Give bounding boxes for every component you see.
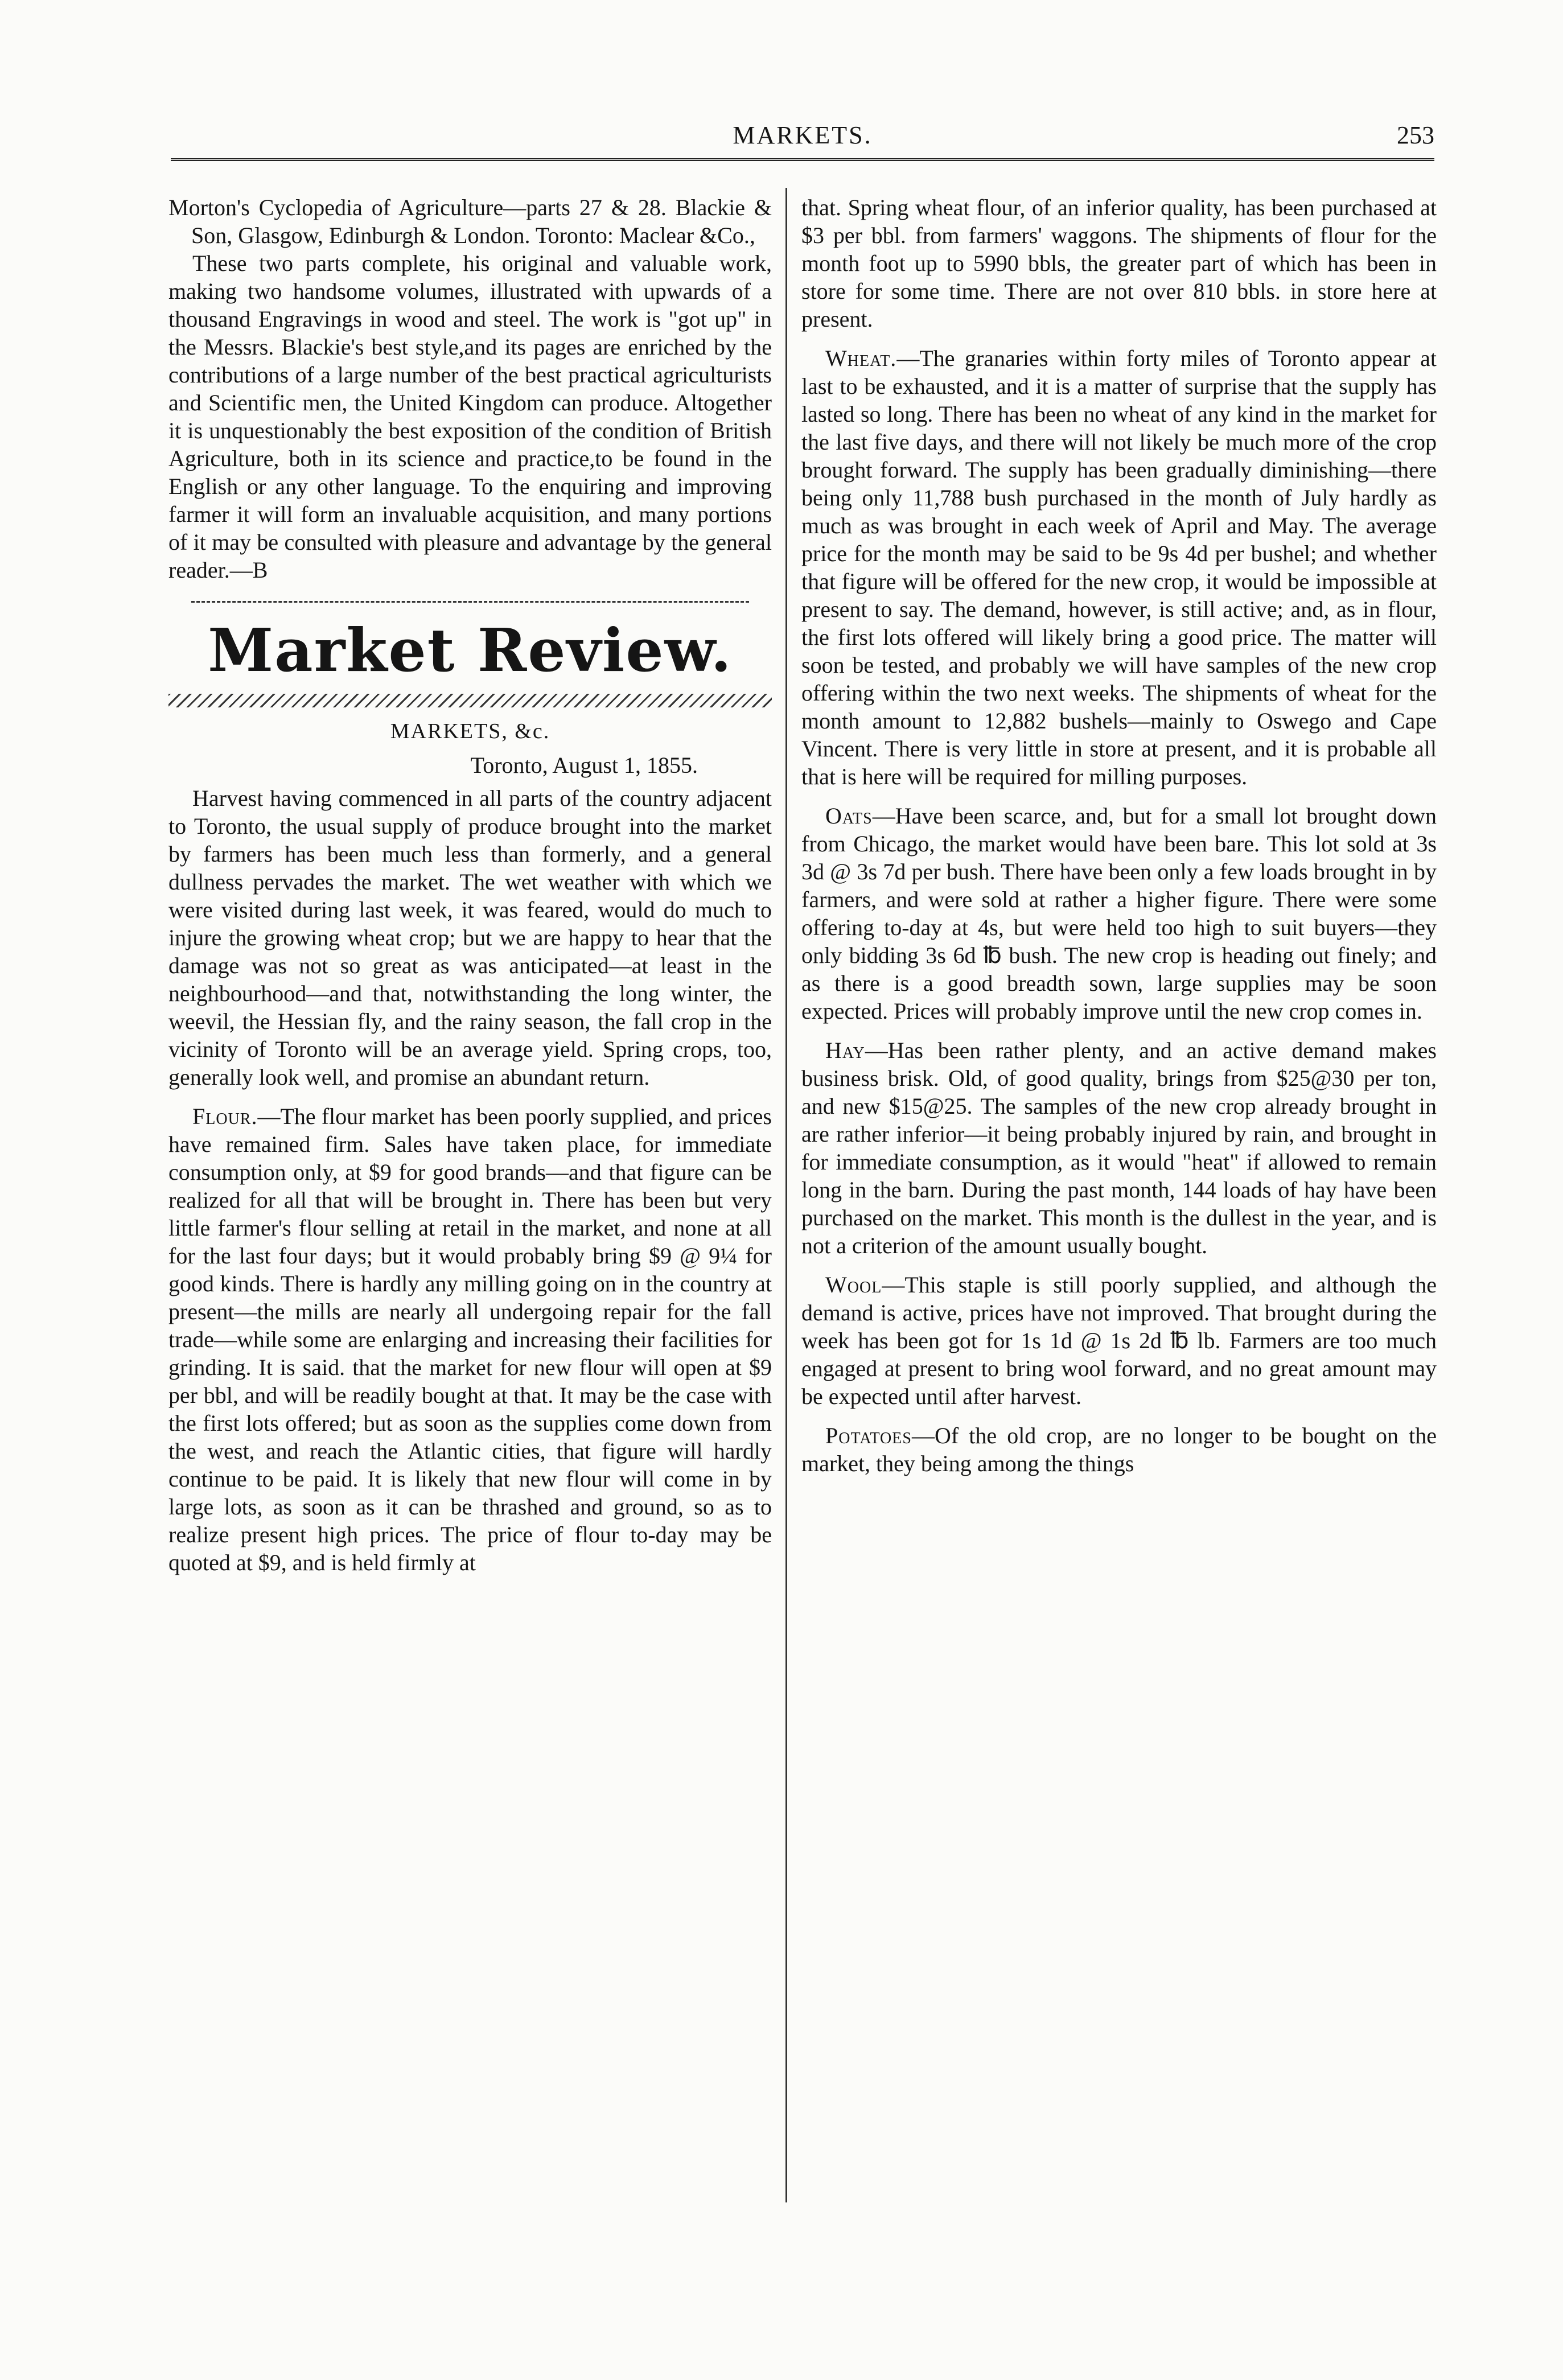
page-number: 253 <box>1397 121 1434 149</box>
running-head <box>171 121 1434 166</box>
oats-paragraph <box>801 802 1437 1025</box>
wool-lead: Wool <box>825 1272 882 1298</box>
flour-text: —The flour market has been poorly supplied, and prices have remained firm. Sales have taken place, for immediate consumption only, at $9 for good brands—and that figure can be realized for all that will be brought in. There has been but very little farmer's flour selling at retail in the market, and none at all for the last four days; but it would probably bring $9 @ 9¼ for good kinds. There is hardly any milling going on in the country at present—the mills are nearly all undergoing repair for the fall trade—while some are enlarging and increasing their facilities for grinding. It is said. that the market for new flour will open at $9 per bbl, and will be readily bought at that. It may be the case with the first lots offered; but as soon as the supplies come down from the west, and reach the Atlantic cities, that figure will hardly continue to be paid. It is likely that new flour will come in by large lots, as soon as it can be thrashed and ground, so as to realize present high prices. The price of flour to-day may be quoted at $9, and is held firmly at <box>168 1103 772 1575</box>
wool-paragraph <box>801 1271 1437 1410</box>
flour-continuation: that. Spring wheat flour, of an inferior quality, has been purchased at $3 per bbl. from farmers' waggons. The shipments of flour for the month foot up to 5990 bbls, the greater part of which has been in store for some time. There are not over 810 bbls. in store here at present. <box>801 195 1437 332</box>
left-column <box>168 193 772 1576</box>
flour-paragraph <box>168 1102 772 1576</box>
wheat-lead: Wheat. <box>825 345 897 371</box>
oats-lead: Oats <box>825 803 873 829</box>
wheat-paragraph <box>801 344 1437 790</box>
column-divider <box>785 188 787 2202</box>
flour-lead: Flour. <box>192 1103 258 1129</box>
hay-text: —Has been rather plenty, and an active demand makes business brisk. Old, of good quality, brings from $25@30 per ton, and new $15@25. The samples of the new crop already brought in are rather inferior—it being probably injured by rain, and brought in for immediate consumption, as it would "heat" if allowed to remain long in the barn. During the past month, 144 loads of hay have been purchased on the market. This month is the dullest in the year, and is not a criterion of the amount usually bought. <box>801 1037 1437 1258</box>
potatoes-paragraph <box>801 1422 1437 1477</box>
markets-subheading: MARKETS, &c. <box>390 719 550 743</box>
hay-lead: Hay <box>825 1037 865 1063</box>
oats-text: —Have been scarce, and, but for a small lot brought down from Chicago, the market would have been bare. This lot sold at 3s 3d @ 3s 7d per bush. There have been only a few loads brought in by farmers, and were sold at rather a higher figure. There were some offering to-day at 4s, but were held too high to suit buyers—they only bidding 3s 6d ℔ bush. The new crop is heading out finely; and as there is a good breadth sown, large supplies may be soon expected. Prices will probably improve until the new crop comes in. <box>801 803 1437 1024</box>
running-title: MARKETS. <box>733 121 873 149</box>
wool-text: —This staple is still poorly supplied, and although the demand is active, prices have not improved. That brought during the week has been got for 1s 1d @ 1s 2d ℔ lb. Farmers are too much engaged at present to bring wool forward, and no great amount may be expected until after harvest. <box>801 1272 1437 1409</box>
dateline: Toronto, August 1, 1855. <box>470 752 698 778</box>
header-rule <box>171 158 1434 163</box>
wavy-rule <box>168 694 772 707</box>
section-title: Market Review. <box>208 615 733 685</box>
ornamental-rule <box>191 601 749 603</box>
book-review-citation: Morton's Cyclopedia of Agriculture—parts 27 & 28. Blackie & Son, Glasgow, Edinburgh & London. Toronto: Maclear &Co., <box>168 195 772 248</box>
right-column <box>801 193 1437 1477</box>
market-intro-paragraph: Harvest having commenced in all parts of the country adjacent to Toronto, the usual supply of produce brought into the market by farmers has been much less than formerly, and a general dullness pervades the market. The wet weather with which we were visited during last week, it was feared, would do much to injure the growing wheat crop; but we are happy to hear that the damage was not so great as was anticipated—at least in the neighbourhood—and that, notwithstanding the long winter, the weevil, the Hessian fly, and the rainy season, the fall crop in the vicinity of Toronto will be an average yield. Spring crops, too, generally look well, and promise an abundant return. <box>168 785 772 1090</box>
potatoes-text: —Of the old crop, are no longer to be bought on the market, they being among the things <box>801 1423 1437 1476</box>
wheat-text: —The granaries within forty miles of Toronto appear at last to be exhausted, and it is a matter of surprise that the supply has lasted so long. There has been no wheat of any kind in the market for the last five days, and there will not likely be much more of the crop brought forward. The supply has been gradually diminishing—there being only 11,788 bush purchased in the month of July hardly as much as was brought in each week of April and May. The average price for the month may be said to be 9s 4d per bushel; and whether that figure will be offered for the new crop, it would be impossible at present to say. The demand, however, is still active; and, as in flour, the first lots offered will likely bring a good price. The matter will soon be tested, and probably we will have samples of the new crop offering within the two next weeks. The shipments of wheat for the month amount to 12,882 bushels—mainly to Oswego and Cape Vincent. There is very little in store at present, and it is probable all that is here will be required for milling purposes. <box>801 345 1437 789</box>
book-review-body: These two parts complete, his original and valuable work, making two handsome volumes, illustrated with upwards of a thousand Engravings in wood and steel. The work is "got up" in the Messrs. Blackie's best style,and its pages are enriched by the contributions of a large number of the best practical agriculturists and Scientific men, the United Kingdom can produce. Altogether it is unquestionably the best exposition of the condition of British Agriculture, both in its science and practice,to be found in the English or any other language. To the enquiring and improving farmer it will form an invaluable acquisition, and many portions of it may be consulted with pleasure and advantage by the general reader.—B <box>168 250 772 583</box>
hay-paragraph <box>801 1036 1437 1259</box>
potatoes-lead: Potatoes <box>825 1423 912 1448</box>
